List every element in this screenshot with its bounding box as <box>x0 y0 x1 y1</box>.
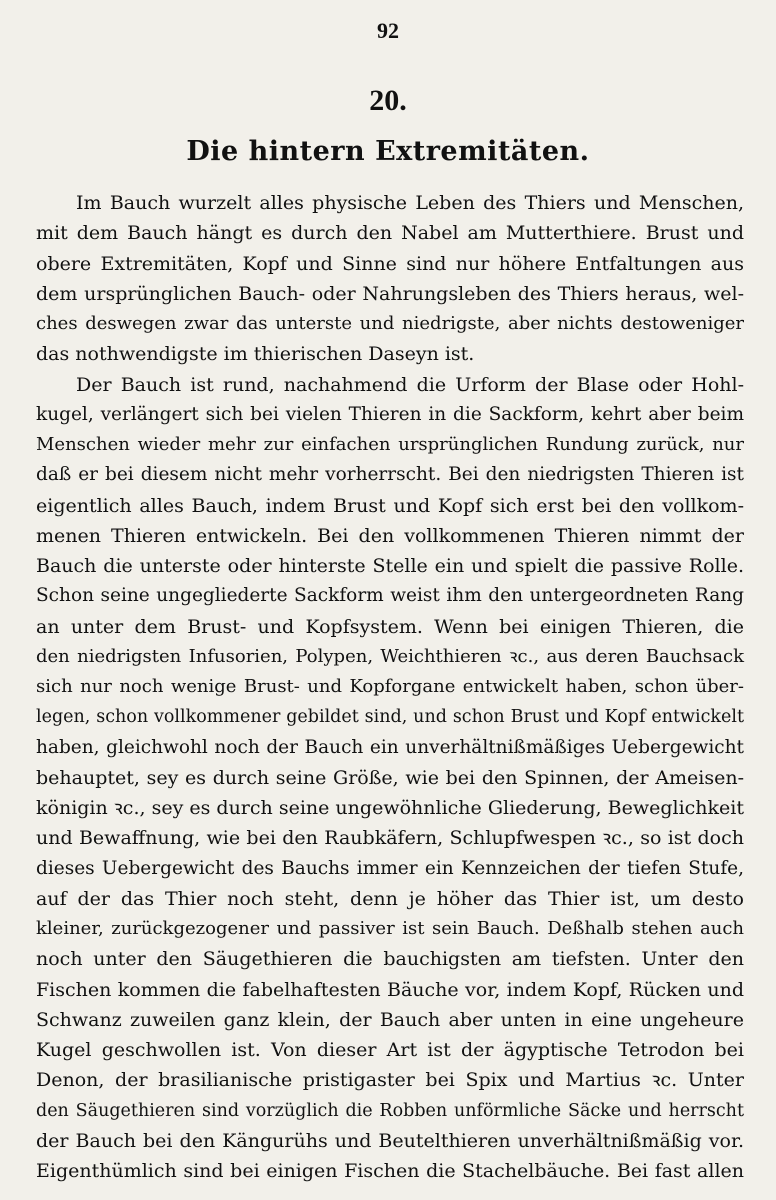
text-line: Der Bauch ist rund, nachahmend die Urform der Blase oder Hohl- <box>76 373 744 396</box>
text-line: Denon, der brasilianische pristigaster bei Spix und Martius ꝛc. Unter <box>36 1069 744 1092</box>
text-line: haben, gleichwohl noch der Bauch ein unverhältnißmäßiges Uebergewicht <box>36 736 744 758</box>
text-line: noch unter den Säugethieren die bauchigsten am tiefsten. Unter den <box>36 948 744 971</box>
text-line: kugel, verlängert sich bei vielen Thieren in die Sackform, kehrt aber beim <box>36 403 744 425</box>
text-line: auf der das Thier noch steht, denn je höher das Thier ist, um desto <box>36 887 744 910</box>
text-line: Im Bauch wurzelt alles physische Leben des Thiers und Menschen, <box>76 192 744 214</box>
text-line: königin ꝛc., sey es durch seine ungewöhnliche Gliederung, Beweglichkeit <box>36 797 744 819</box>
text-line: ches deswegen zwar das unterste und niedrigste, aber nichts destoweniger <box>36 313 744 334</box>
body-text <box>36 188 744 1186</box>
chapter-title: Die hintern Extremitäten. <box>186 136 590 167</box>
text-line: behauptet, sey es durch seine Größe, wie bei den Spinnen, der Ameisen- <box>36 766 744 789</box>
text-line: eigentlich alles Bauch, indem Brust und Kopf sich erst bei den vollkom- <box>36 494 744 517</box>
text-line: den niedrigsten Infusorien, Polypen, Weichthieren ꝛc., aus deren Bauchsack <box>36 645 744 667</box>
text-line: kleiner, zurückgezogener und passiver ist sein Bauch. Deßhalb stehen auch <box>36 918 744 939</box>
text-line: Menschen wieder mehr zur einfachen ursprünglichen Rundung zurück, nur <box>36 434 744 455</box>
text-line: obere Extremitäten, Kopf und Sinne sind nur höhere Entfaltungen aus <box>36 252 744 275</box>
text-line: dieses Uebergewicht des Bauchs immer ein Kennzeichen der tiefen Stufe, <box>36 857 744 879</box>
text-line: Schwanz zuweilen ganz klein, der Bauch aber unten in eine ungeheure <box>36 1008 744 1031</box>
text-line: das nothwendigste im thierischen Daseyn ist. <box>36 343 475 366</box>
text-line: an unter dem Brust- und Kopfsystem. Wenn bei einigen Thieren, die <box>36 615 744 638</box>
text-line: Fischen kommen die fabelhaftesten Bäuche vor, indem Kopf, Rücken und <box>36 978 744 1001</box>
text-line: Kugel geschwollen ist. Von dieser Art ist der ägyptische Tetrodon bei <box>36 1039 744 1061</box>
chapter-number: 20. <box>369 84 407 117</box>
text-line: mit dem Bauch hängt es durch den Nabel am Mutterthiere. Brust und <box>36 222 744 245</box>
page-number: 92 <box>377 18 399 43</box>
text-line: Bauch die unterste oder hinterste Stelle ein und spielt die passive Rolle. <box>36 555 744 577</box>
text-line: Eigenthümlich sind bei einigen Fischen die Stachelbäuche. Bei fast allen <box>36 1160 744 1182</box>
text-line: menen Thieren entwickeln. Bei den vollkommenen Thieren nimmt der <box>36 524 744 547</box>
text-line: Schon seine ungegliederte Sackform weist ihm den untergeordneten Rang <box>36 585 744 607</box>
text-line: daß er bei diesem nicht mehr vorherrscht. Bei den niedrigsten Thieren ist <box>36 464 744 486</box>
text-line: sich nur noch wenige Brust- und Kopforgane entwickelt haben, schon über- <box>36 676 744 697</box>
text-line: legen, schon vollkommener gebildet sind, und schon Brust und Kopf entwickelt <box>36 707 744 728</box>
text-line: der Bauch bei den Kängurühs und Beutelthieren unverhältnißmäßig vor. <box>36 1129 744 1152</box>
text-line: dem ursprünglichen Bauch- oder Nahrungsleben des Thiers heraus, wel- <box>36 282 744 305</box>
text-line: und Bewaffnung, wie bei den Raubkäfern, Schlupfwespen ꝛc., so ist doch <box>36 827 744 850</box>
text-line: den Säugethieren sind vorzüglich die Robben unförmliche Säcke und herrscht <box>36 1100 744 1121</box>
